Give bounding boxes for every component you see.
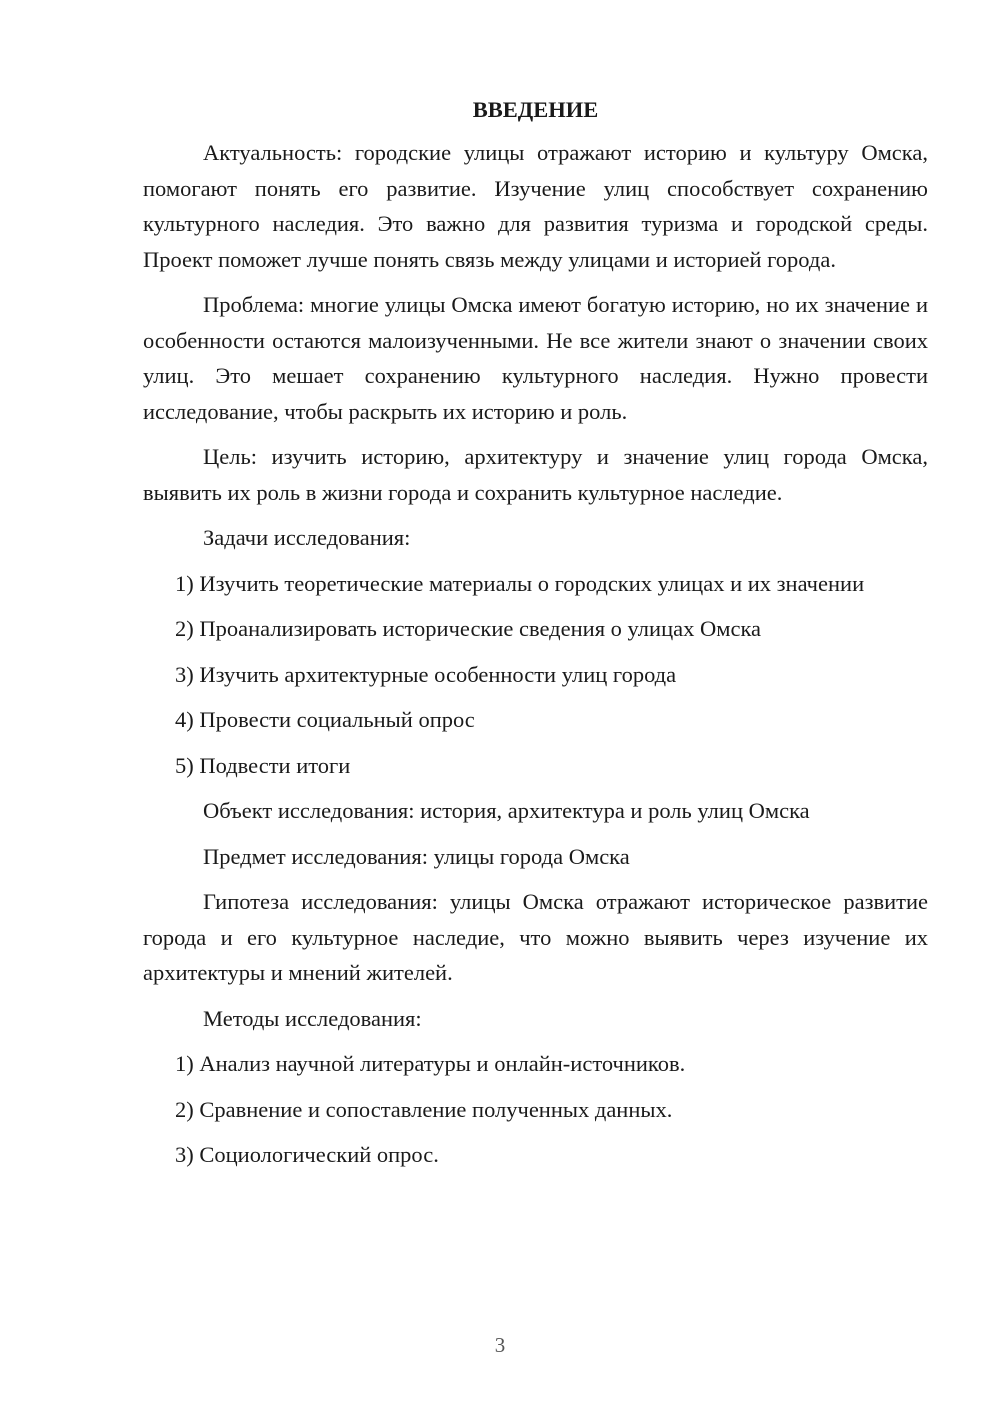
methods-heading: Методы исследования: <box>203 1005 422 1031</box>
method-item-3: 3) Социологический опрос. <box>175 1142 439 1167</box>
task-item-2: 2) Проанализировать исторические сведения о улицах Омска <box>175 616 762 641</box>
task-item-4: 4) Провести социальный опрос <box>175 707 475 732</box>
task-item-5: 5) Подвести итоги <box>175 752 351 778</box>
method-item-1: 1) Анализ научной литературы и онлайн-источников. <box>175 1051 686 1076</box>
relevance-paragraph: Актуальность: городские улицы отражают историю и культуру Омска, помогают понять его развитие. Изучение улиц способствует сохранению культурного наследия. Это важно для развития туризма и городской среды. Проект поможет лучше понять связь между улицами и историей города. <box>143 140 928 272</box>
page-number: 3 <box>494 1333 506 1357</box>
problem-paragraph: Проблема: многие улицы Омска имеют богатую историю, но их значение и особенности остаются малоизученными. Не все жители знают о значении своих улиц. Это мешает сохранению культурного наследия. Нужно провести исследование, чтобы раскрыть их историю и роль. <box>143 292 928 424</box>
document-page <box>143 92 928 1183</box>
task-item-1: 1) Изучить теоретические материалы о городских улицах и их значении <box>175 570 865 596</box>
method-item-2: 2) Сравнение и сопоставление полученных данных. <box>175 1096 673 1122</box>
hypothesis-paragraph: Гипотеза исследования: улицы Омска отражают историческое развитие города и его культурное наследие, что можно выявить через изучение их архитектуры и мнений жителей. <box>143 889 928 985</box>
tasks-heading: Задачи исследования: <box>203 525 411 550</box>
goal-paragraph: Цель: изучить историю, архитектуру и значение улиц города Омска, выявить их роль в жизни города и сохранить культурное наследие. <box>143 444 928 505</box>
research-subject: Предмет исследования: улицы города Омска <box>203 843 630 869</box>
research-object: Объект исследования: история, архитектура и роль улиц Омска <box>203 798 810 823</box>
section-title: ВВЕДЕНИЕ <box>472 97 599 122</box>
task-item-3: 3) Изучить архитектурные особенности улиц города <box>175 661 677 687</box>
